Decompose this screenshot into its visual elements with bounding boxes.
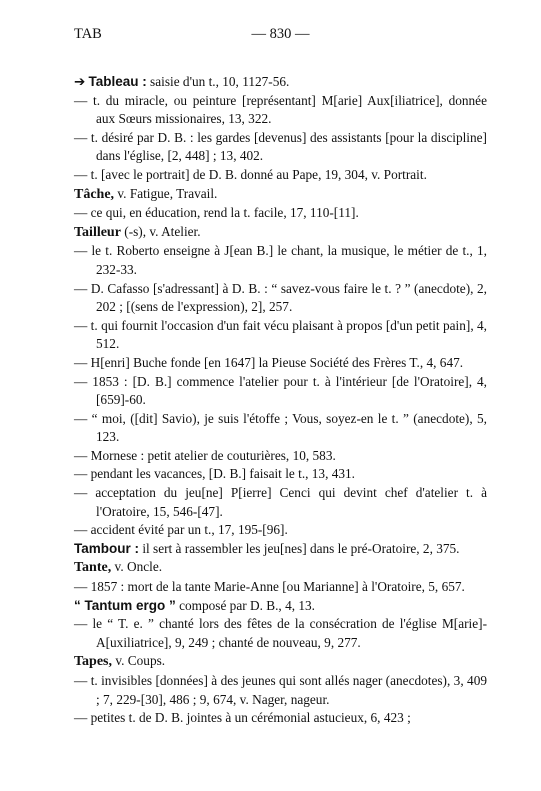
- headword: Tableau :: [88, 74, 147, 89]
- sub-entry: — 1853 : [D. B.] commence l'atelier pour t. à l'intérieur [de l'Oratoire], 4, [659]-60.: [74, 373, 487, 408]
- entry-text: v. Coups.: [112, 653, 166, 669]
- sub-entry: — D. Cafasso [s'adressant] à D. B. : “ savez-vous faire le t. ? ” (anecdote), 2, 202 ; [(sens de l'expression), 2], 257.: [74, 280, 487, 315]
- arrow-icon: ➔: [74, 74, 89, 89]
- entry-tantum-ergo: [74, 597, 487, 616]
- page-number: — 830 —: [251, 26, 310, 42]
- entry-tambour: [74, 540, 487, 559]
- headword: Tapes,: [74, 654, 113, 670]
- sub-entry: — H[enri] Buche fonde [en 1647] la Pieuse Société des Frères T., 4, 647.: [74, 354, 464, 370]
- sub-entry: — le “ T. e. ” chanté lors des fêtes de la consécration de l'église M[arie]-A[uxiliatrice], 9, 249 ; chanté de nouveau, 9, 277.: [74, 616, 487, 650]
- headword: “ Tantum ergo ”: [74, 597, 176, 613]
- sub-entry: — accident évité par un t., 17, 195-[96].: [74, 522, 288, 538]
- headword: Tambour :: [74, 540, 139, 556]
- entry-tante: [74, 558, 487, 578]
- sub-entry: — petites t. de D. B. jointes à un cérémonial astucieux, 6, 423 ;: [74, 710, 411, 726]
- entry-tapes: [74, 652, 487, 672]
- sub-entry: — 1857 : mort de la tante Marie-Anne [ou Marianne] à l'Oratoire, 5, 657.: [74, 579, 465, 595]
- sub-entry: — “ moi, ([dit] Savio), je suis l'étoffe ; Vous, soyez-en le t. ” (anecdote), 5, 123.: [74, 410, 487, 445]
- entry-text: v. Fatigue, Travail.: [114, 185, 218, 201]
- entry-text: (-s), v. Atelier.: [120, 223, 201, 239]
- page-header: [74, 26, 487, 46]
- sub-entry: — Mornese : petit atelier de couturières, 10, 583.: [74, 447, 336, 463]
- sub-entry: — t. désiré par D. B. : les gardes [devenus] des assistants [pour la discipline] dans l'église, [2, 448] ; 13, 402.: [74, 129, 487, 164]
- entry-text: il sert à rassembler les jeu[nes] dans le pré-Oratoire, 2, 375.: [139, 540, 460, 556]
- sub-entry: — pendant les vacances, [D. B.] faisait le t., 13, 431.: [74, 466, 356, 482]
- entry-tache: [74, 185, 487, 205]
- entry-text: composé par D. B., 4, 13.: [175, 597, 315, 613]
- sub-entry: — le t. Roberto enseigne à J[ean B.] le chant, la musique, le métier de t., 1, 232-33.: [74, 243, 487, 277]
- sub-entry: — t. qui fournit l'occasion d'un fait vécu plaisant à propos [d'un petit pain], 4, 512.: [74, 317, 487, 352]
- sub-entry: — ce qui, en éducation, rend la t. facile, 17, 110-[11].: [74, 205, 359, 221]
- sub-entry: — t. invisibles [données] à des jeunes qui sont allés nager (anecdotes), 3, 409 ; 7, 229-[30], 486 ; 9, 674, v. Nager, nageur.: [74, 673, 487, 707]
- entry-tailleur: [74, 223, 487, 243]
- entry-text: v. Oncle.: [111, 559, 163, 575]
- headword: Tante,: [74, 560, 112, 576]
- sub-entry: — acceptation du jeu[ne] P[ierre] Cenci qui devint chef d'atelier t. à l'Oratoire, 15, 546-[47].: [74, 485, 487, 519]
- index-content: [74, 73, 487, 728]
- entry-tableau: [74, 73, 487, 92]
- sub-entry: — t. [avec le portrait] de D. B. donné au Pape, 19, 304, v. Portrait.: [74, 166, 427, 182]
- entry-text: saisie d'un t., 10, 1127-56.: [146, 74, 290, 89]
- sub-entry: — t. du miracle, ou peinture [représentant] M[arie] Aux[iliatrice], donnée aux Sœurs missionaires, 13, 322.: [74, 92, 487, 127]
- section-label: TAB: [74, 26, 102, 42]
- headword: Tailleur: [74, 224, 121, 240]
- headword: Tâche,: [74, 186, 115, 202]
